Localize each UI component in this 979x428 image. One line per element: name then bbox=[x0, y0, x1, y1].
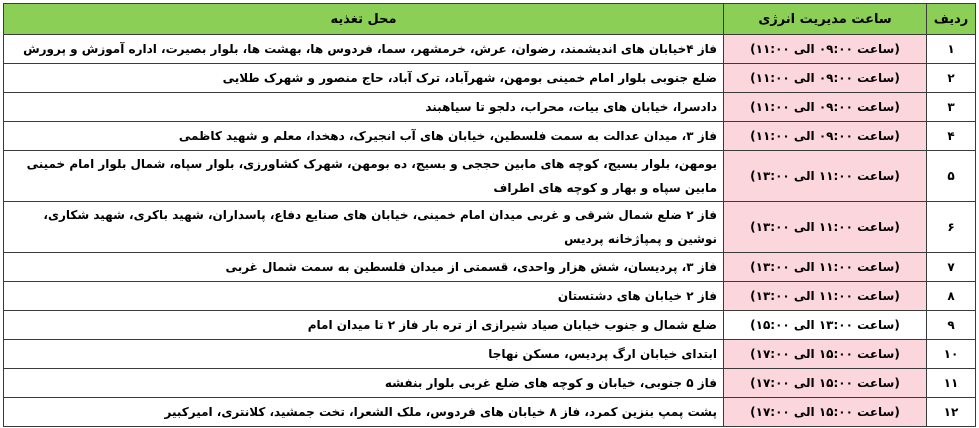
table-body bbox=[4, 35, 976, 427]
area-description: ضلع جنوبی بلوار امام خمینی بومهن، شهرآباد، ترک آباد، حاج منصور و شهرک طلایی bbox=[4, 64, 724, 93]
area-description: فاز ۲ ضلع شمال شرقی و غربی میدان امام خمینی، خیابان های صنایع دفاع، پاسداران، شهید باکری، شهید شکاری، نوشین و پمپاژخانه پردیس bbox=[4, 202, 724, 253]
table-row bbox=[4, 398, 976, 427]
header-time: ساعت مدیریت انرژی bbox=[724, 4, 927, 35]
row-number: ۴ bbox=[927, 122, 976, 151]
row-number: ۷ bbox=[927, 253, 976, 282]
row-number: ۱۰ bbox=[927, 340, 976, 369]
row-number: ۶ bbox=[927, 202, 976, 253]
row-number: ۹ bbox=[927, 311, 976, 340]
table-row bbox=[4, 282, 976, 311]
table-row bbox=[4, 122, 976, 151]
row-number: ۳ bbox=[927, 93, 976, 122]
area-description: پشت پمپ بنزین کمرد، فاز ۸ خیابان های فردوس، ملک الشعرا، تخت جمشید، کلانتری، امیرکبیر bbox=[4, 398, 724, 427]
area-description: فاز ۲ خیابان های دشتستان bbox=[4, 282, 724, 311]
row-number: ۵ bbox=[927, 151, 976, 202]
area-description: دادسرا، خیابان های بیات، محراب، دلجو تا سیاهبند bbox=[4, 93, 724, 122]
area-description: فاز ۵ جنوبی، خیابان و کوچه های ضلع غربی بلوار بنفشه bbox=[4, 369, 724, 398]
area-description: ابتدای خیابان ارگ پردیس، مسکن نهاجا bbox=[4, 340, 724, 369]
time-slot: (ساعت ۰۹:۰۰ الی ۱۱:۰۰) bbox=[724, 93, 927, 122]
time-slot: (ساعت ۰۹:۰۰ الی ۱۱:۰۰) bbox=[724, 122, 927, 151]
time-slot: (ساعت ۱۱:۰۰ الی ۱۳:۰۰) bbox=[724, 202, 927, 253]
header-area: محل تغذیه bbox=[4, 4, 724, 35]
time-slot: (ساعت ۱۱:۰۰ الی ۱۳:۰۰) bbox=[724, 282, 927, 311]
header-row bbox=[4, 4, 976, 35]
row-number: ۱۲ bbox=[927, 398, 976, 427]
outage-schedule-table bbox=[3, 3, 976, 427]
table-row bbox=[4, 151, 976, 202]
table-row bbox=[4, 253, 976, 282]
row-number: ۸ bbox=[927, 282, 976, 311]
table-row bbox=[4, 340, 976, 369]
table-row bbox=[4, 93, 976, 122]
row-number: ۲ bbox=[927, 64, 976, 93]
area-description: فاز ۳، پردیسان، شش هزار واحدی، قسمتی از میدان فلسطین به سمت شمال غربی bbox=[4, 253, 724, 282]
table-row bbox=[4, 369, 976, 398]
time-slot: (ساعت ۱۱:۰۰ الی ۱۳:۰۰) bbox=[724, 253, 927, 282]
table-row bbox=[4, 311, 976, 340]
area-description: فاز ۳، میدان عدالت به سمت فلسطین، خیابان های آب انجیرک، دهخدا، معلم و شهید کاظمی bbox=[4, 122, 724, 151]
time-slot: (ساعت ۱۵:۰۰ الی ۱۷:۰۰) bbox=[724, 340, 927, 369]
time-slot: (ساعت ۱۱:۰۰ الی ۱۳:۰۰) bbox=[724, 151, 927, 202]
area-description: فاز ۴خیابان های اندیشمند، رضوان، عرش، خرمشهر، سما، فردوس ها، بهشت ها، بلوار بصیرت، اداره آموزش و پرورش bbox=[4, 35, 724, 64]
time-slot: (ساعت ۱۵:۰۰ الی ۱۷:۰۰) bbox=[724, 398, 927, 427]
time-slot: (ساعت ۰۹:۰۰ الی ۱۱:۰۰) bbox=[724, 35, 927, 64]
row-number: ۱۱ bbox=[927, 369, 976, 398]
time-slot: (ساعت ۰۹:۰۰ الی ۱۱:۰۰) bbox=[724, 64, 927, 93]
time-slot: (ساعت ۱۳:۰۰ الی ۱۵:۰۰) bbox=[724, 311, 927, 340]
table-row bbox=[4, 64, 976, 93]
header-row-number: ردیف bbox=[927, 4, 976, 35]
time-slot: (ساعت ۱۵:۰۰ الی ۱۷:۰۰) bbox=[724, 369, 927, 398]
table-row bbox=[4, 35, 976, 64]
area-description: ضلع شمال و جنوب خیابان صیاد شیرازی از تره بار فاز ۲ تا میدان امام bbox=[4, 311, 724, 340]
table-row bbox=[4, 202, 976, 253]
row-number: ۱ bbox=[927, 35, 976, 64]
area-description: بومهن، بلوار بسیج، کوچه های مابین حججی و بسیج، ده بومهن، شهرک کشاورزی، بلوار سپاه، شمال بلوار امام خمینی مابین سپاه و بهار و کوچه های اطراف bbox=[4, 151, 724, 202]
